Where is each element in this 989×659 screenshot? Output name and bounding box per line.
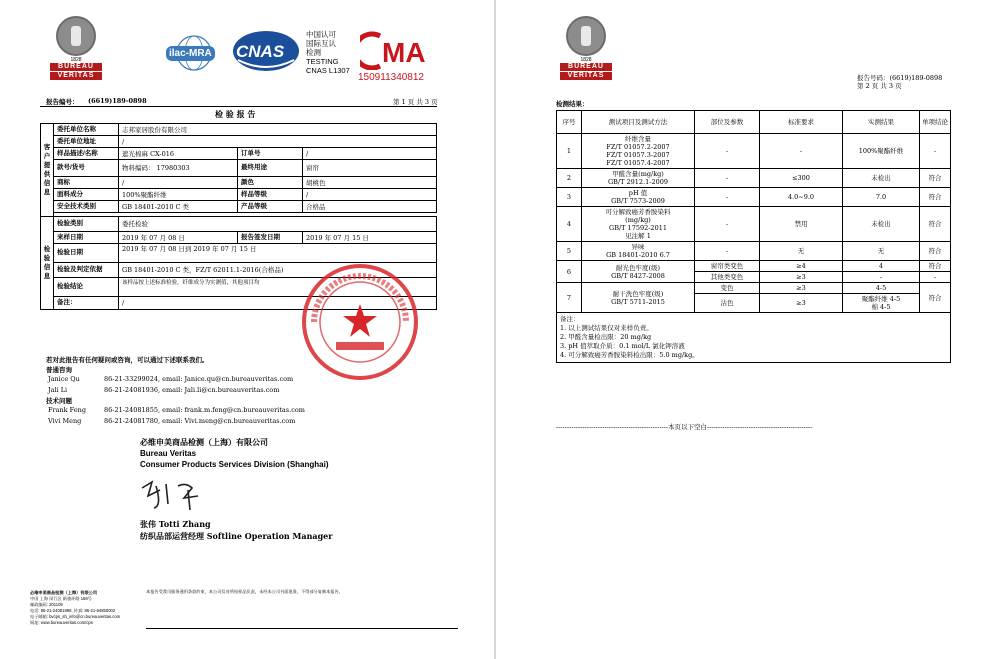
test-info-side: 检验信息	[41, 217, 54, 310]
table-row: 5 异味 GB 18401-2010 6.7 - 无 无 符合	[557, 242, 951, 261]
report-page-1	[0, 0, 494, 659]
inquiry-title: 若对此报告有任何疑问或咨询，可以通过下述联系我们。	[46, 356, 209, 364]
header-requirement: 标准要求	[760, 111, 843, 134]
company-name-cn: 必维申美商品检测（上海）有限公司	[140, 437, 268, 447]
bureau-veritas-logo	[560, 16, 612, 80]
quality-label: 产品等级	[238, 201, 303, 213]
table-row: 其他类变色 ≥3 - -	[557, 272, 951, 283]
signature-icon	[138, 476, 218, 512]
sample-name: 遮光棉麻 CX-016	[119, 148, 238, 160]
note-item: 1. 以上测试结果仅对来样负责。	[560, 324, 653, 332]
cnas-text: CNAS	[236, 42, 285, 61]
composition-label: 面料成分	[54, 189, 119, 201]
bv-line1: BUREAU	[50, 63, 102, 71]
cnas-info	[306, 30, 350, 75]
tech-inquiry-label: 技术问题	[46, 397, 72, 405]
grade-label: 样品等级	[238, 189, 303, 201]
end-of-page-marker: ---------------------------------------------------本页以下空白------------------------------------------------	[556, 423, 813, 431]
bv-year: 1828	[580, 57, 592, 63]
signatory-name: 张伟 Totti Zhang	[140, 519, 211, 529]
ilac-mra-logo	[166, 34, 222, 72]
bv-year: 1828	[70, 57, 82, 63]
style-value: 物料编码： 17980303	[119, 160, 238, 177]
order-value: /	[303, 148, 437, 160]
receive-value: 2019 年 07 月 08 日	[119, 232, 238, 244]
receive-label: 来样日期	[54, 232, 119, 244]
conclusion-label: 检验结论	[54, 278, 119, 297]
issue-value: 2019 年 07 月 15 日	[303, 232, 437, 244]
header-verdict: 单项结论	[920, 111, 951, 134]
bv-line2: VERITAS	[560, 72, 612, 80]
contact-name: Frank Feng	[48, 406, 87, 414]
page-indicator: 第 1 页 共 3 页	[393, 98, 438, 106]
footer-line: 电话: 86-21-24081888, 传真: 86-21-64850002	[30, 608, 116, 613]
safety-label: 安全技术类别	[54, 201, 119, 213]
sample-name-label: 样品描述/名称	[54, 148, 119, 160]
footer-rule	[146, 628, 458, 629]
client-name: 志邦家居股份有限公司	[119, 124, 437, 136]
contact-name: Janice Qu	[48, 375, 80, 383]
cnas-info-line: TESTING	[306, 57, 339, 66]
cnas-info-line: 国际互认	[306, 39, 336, 48]
cma-text: MA	[382, 37, 426, 68]
official-seal-stamp-icon	[300, 262, 420, 382]
contact-name: Jali Li	[48, 386, 68, 394]
remark-label: 备注：	[54, 297, 119, 310]
test-type-value: 委托检验	[119, 217, 437, 232]
header-result: 实测结果	[843, 111, 920, 134]
standard-value: GB 18401-2010 C 类，FZ/T 62011.1-2016(合格品)	[119, 263, 437, 278]
end-use-value: 窗帘	[303, 160, 437, 177]
contact-info: 86-21-24081780, email: Vivi.meng@cn.bureauveritas.com	[104, 417, 296, 425]
bv-seal-icon	[56, 16, 96, 56]
period-value: 2019 年 07 月 08 日到 2019 年 07 月 15 日	[119, 244, 437, 263]
footer-line: 邮政编码: 201109	[30, 602, 63, 607]
cnas-info-line: 检测	[306, 48, 321, 57]
header-part: 部位及参数	[695, 111, 760, 134]
table-row: 沾色 ≥3 聚酯纤维 4-5 棉 4-5	[557, 294, 951, 313]
ilac-text: ilac-MRA	[166, 46, 215, 61]
header-item: 测试项目及测试方法	[582, 111, 695, 134]
footer-line: 电子邮箱: bvcps_sh_info@cn.bureauveritas.com	[30, 614, 121, 619]
company-name-en: Bureau Veritas	[140, 449, 197, 458]
issue-label: 报告签发日期	[238, 232, 303, 244]
company-division: Consumer Products Services Division (Shanghai)	[140, 460, 329, 469]
table-row: 7 耐干洗色牢度(级) GB/T 5711-2015 变色 ≥3 4-5 符合	[557, 283, 951, 294]
note-item: 3. pH 值萃取介质：0.1 mol/L 氯化钾溶液	[560, 342, 685, 350]
cma-number: 15091134081​2	[358, 72, 424, 83]
signatory-title: 纺织品部运营经理 Softline Operation Manager	[140, 531, 333, 541]
brand-value: /	[119, 177, 238, 189]
notes-label: 备注：	[560, 315, 580, 323]
cma-logo	[360, 30, 430, 74]
color-label: 颜色	[238, 177, 303, 189]
note-item: 2. 甲醛含量检出限：20 mg/kg	[560, 333, 652, 341]
contact-info: 86-21-24081936, email: Jali.li@cn.bureauveritas.com	[104, 386, 280, 394]
bv-seal-icon	[566, 16, 606, 56]
contact-info: 86-21-24081855, email: frank.m.feng@cn.bureauveritas.com	[104, 406, 305, 414]
header-rule	[40, 106, 437, 107]
quality-value: 合格品	[303, 201, 437, 213]
footer-line: 中国 上海 闵行区 新骏环路 168号	[30, 596, 92, 601]
table-row: 6 耐光色牢度(级) GB/T 8427-2008 窗帘类变色 ≥4 4 符合	[557, 261, 951, 272]
footer-line: 必维申美商品检测（上海）有限公司	[30, 590, 98, 595]
client-addr-label: 委托单位地址	[54, 136, 119, 148]
client-addr: /	[119, 136, 437, 148]
period-label: 检验日期	[54, 244, 119, 263]
order-label: 订单号	[238, 148, 303, 160]
client-name-label: 委托单位名称	[54, 124, 119, 136]
header-no: 序号	[557, 111, 582, 134]
client-info-side: 客户提供信息	[41, 124, 54, 217]
composition-value: 100%聚酯纤维	[119, 189, 238, 201]
cma-mark-icon	[360, 30, 430, 70]
grade-value: /	[303, 189, 437, 201]
general-inquiry-label: 普通咨询	[46, 366, 72, 374]
footer-address	[30, 590, 120, 626]
report-no-label: 报告编号：	[46, 99, 79, 106]
footer-terms: 本报告受我司服务通用条款约束，本公司仅对所检样品负责，未经本公司书面批准，不得部分复制本报告。	[146, 589, 343, 594]
standard-label: 检验及判定依据	[54, 263, 119, 278]
table-row: 4 可分解致癌芳香胺染料 (mg/kg) GB/T 17592-2011 见注解 1 - 禁用 未检出 符合	[557, 207, 951, 242]
contact-name: Vivi Meng	[48, 417, 82, 425]
notes-row	[557, 313, 951, 363]
table-row: 1 纤维含量 FZ/T 01057.2-2007 FZ/T 01057.3-2007 FZ/T 01057.4-2007 - - 100%聚酯纤维 -	[557, 134, 951, 169]
conclusion-value: 该样品按上述标准检验，纤维成分为实测值，其他项目均	[119, 278, 437, 297]
bureau-veritas-logo	[50, 16, 102, 80]
end-use-label: 最终用途	[238, 160, 303, 177]
test-type-label: 检验类别	[54, 217, 119, 232]
safety-value: GB 18401-2010 C 类	[119, 201, 238, 213]
remark-value: /	[119, 297, 437, 310]
cnas-logo	[232, 30, 300, 72]
cnas-info-line: CNAS L1307	[306, 66, 350, 75]
cnas-info-line: 中国认可	[306, 30, 336, 39]
contact-info: 86-21-33299024, email: Janice.qu@cn.bureauveritas.com	[104, 375, 294, 383]
table-row: 3 pH 值 GB/T 7573-2009 - 4.0~9.0 7.0 符合	[557, 188, 951, 207]
color-value: 胡桃色	[303, 177, 437, 189]
report-no: 报告号码：(6619)189-0898	[857, 74, 943, 82]
page-indicator: 第 2 页 共 3 页	[857, 82, 902, 90]
bv-line1: BUREAU	[560, 63, 612, 71]
footer-line: 网址: www.bureauveritas.com/cps	[30, 620, 93, 625]
brand-label: 商标	[54, 177, 119, 189]
report-title: 检 验 报 告	[215, 109, 256, 119]
report-no: (6619)189-0898	[88, 97, 147, 105]
style-label: 款号/货号	[54, 160, 119, 177]
results-table	[556, 110, 951, 363]
table-row: 2 甲醛含量(mg/kg) GB/T 2912.1-2009 - ≤300 未检出 符合	[557, 169, 951, 188]
results-title: 检测结果：	[556, 100, 589, 108]
bv-line2: VERITAS	[50, 72, 102, 80]
note-item: 4. 可分解致癌芳香胺染料检出限：5.0 mg/kg。	[560, 351, 699, 359]
